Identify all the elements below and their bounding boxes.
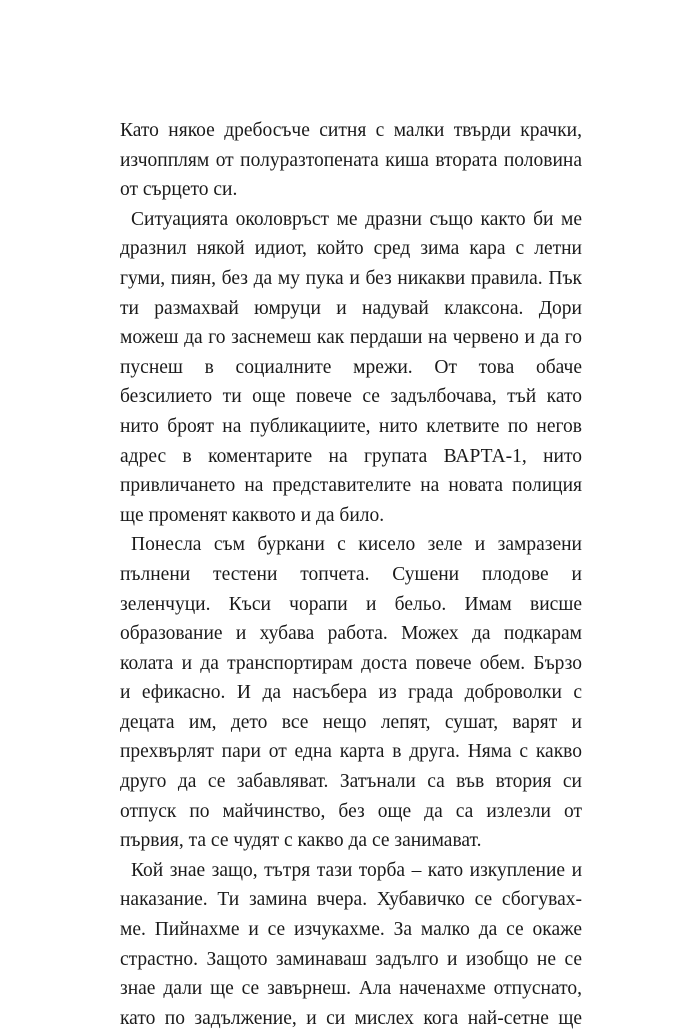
text-line: дразнил някой идиот, който сред зима кара с летни bbox=[120, 238, 582, 260]
text-line: пуснеш в социалните мрежи. От това обаче bbox=[120, 356, 582, 378]
text-line: адрес в коментарите на групата ВАРТА-1, нито bbox=[120, 445, 582, 467]
text-line: нито броят на публикациите, нито клетвите по негов bbox=[120, 415, 582, 437]
text-line: привличането на представителите на новата полиция bbox=[120, 475, 582, 497]
text-line: от сърцето си. bbox=[120, 179, 238, 201]
text-line: децата им, дето все нещо лепят, сушат, варят и bbox=[120, 711, 582, 733]
text-line: страстно. Защото заминаваш задълго и изобщо не се bbox=[120, 948, 582, 970]
text-line: и ефикасно. И да насъбера из града доброволки с bbox=[120, 682, 582, 704]
text-line: безсилието ти още повече се задълбочава, тъй като bbox=[120, 386, 582, 408]
text-line: Кой знае защо, тътря тази торба – като изкупление и bbox=[131, 859, 582, 881]
paragraph-3 bbox=[120, 530, 582, 856]
text-line: образование и хубава работа. Можех да подкарам bbox=[120, 623, 582, 645]
text-line: Като някое дребосъче ситня с малки твърди крачки, bbox=[120, 120, 582, 141]
text-line: друго да се забавляват. Затънали са във втория си bbox=[120, 771, 582, 793]
paragraph-1 bbox=[120, 116, 582, 205]
text-line: изчопплям от полуразтопената киша втората половина bbox=[120, 149, 582, 171]
text-line: първия, та се чудят с какво да се занимават. bbox=[120, 830, 482, 852]
text-line: знае дали ще се завърнеш. Ала наченахме отпуснато, bbox=[120, 978, 582, 1000]
text-line: колата и да транспортирам доста повече обем. Бързо bbox=[120, 652, 582, 674]
text-line: зеленчуци. Къси чорапи и бельо. Имам висше bbox=[120, 593, 582, 615]
text-line: гуми, пиян, без да му пука и без никакви правила. Пък bbox=[120, 267, 582, 289]
text-line: ме. Пийнахме и се изчукахме. За малко да се окаже bbox=[120, 919, 582, 941]
text-line: можеш да го заснемеш как пердаши на червено и да го bbox=[120, 327, 582, 349]
text-line: ти размахвай юмруци и надувай клаксона. Дори bbox=[120, 297, 582, 319]
text-line: наказание. Ти замина вчера. Хубавичко се сбогувах- bbox=[120, 889, 582, 911]
text-line: отпуск по майчинство, без още да са излезли от bbox=[120, 800, 582, 822]
text-line: прехвърлят пари от една карта в друга. Няма с какво bbox=[120, 741, 582, 763]
text-line: Понесла съм буркани с кисело зеле и замразени bbox=[131, 534, 582, 556]
paragraph-4 bbox=[120, 856, 582, 1033]
paragraph-2 bbox=[120, 205, 582, 531]
text-line: като по задължение, и си мислех кога най-сетне ще bbox=[120, 1007, 582, 1029]
text-line: ще променят каквото и да било. bbox=[120, 504, 385, 526]
text-line: Ситуацията околовръст ме дразни също както би ме bbox=[131, 208, 582, 230]
text-line: пълнени тестени топчета. Сушени плодове и bbox=[120, 563, 582, 585]
body-text bbox=[120, 116, 582, 1033]
